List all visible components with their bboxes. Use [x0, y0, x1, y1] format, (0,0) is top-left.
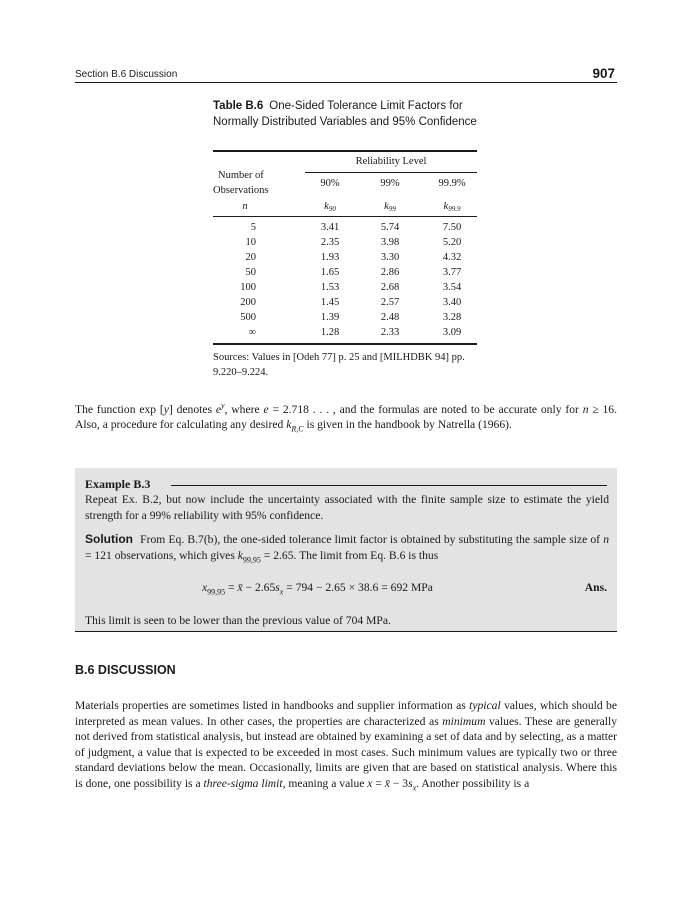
col-header-k99: k99 — [384, 201, 396, 213]
paragraph-discussion: Materials properties are sometimes listed in handbooks and supplier information as typical values, which should be interpreted as mean values. In other cases, the properties are characterized as minimum values. These are generally not derived from statistical analysis, but instead are obtained by examining a set of data and by selecting, as a matter of judgment, a value that is expected to be exceeded in most cases. Such minimum values are typically two or three standard deviations below the mean. Occasionally, limits are given that are based on statistical analysis. Where this is done, one possibility is a three-sigma limit, meaning a value x = x̄ − $3s_x$. Another possibility is a — [75, 699, 617, 792]
solution-label: Solution — [85, 532, 133, 546]
example-conclusion: This limit is seen to be lower than the previous value of 704 MPa. — [85, 614, 391, 627]
answer-label: Ans. — [584, 581, 607, 594]
example-equation: $x_{99,95}$ = x̄ − $2.65s_x = 794 - 2.65 \times 38.6 = 692$ MPa — [202, 581, 433, 597]
cell-k99: 3.30 — [380, 252, 400, 263]
cell-n: 20 — [245, 252, 256, 263]
group-header-rule — [305, 172, 477, 173]
table-top-rule — [213, 150, 477, 152]
cell-n: 5 — [250, 222, 256, 233]
paragraph-tolerance-note: The function exp [y] denotes $e^y$, where e = 2.718 . . . , and the formulas are noted to be accurate only for n ≥ 16. Also, a procedure for calculating any desired $k_{R,C}$ is given in the handbook by Natrella (1966). — [75, 401, 617, 434]
table-sources-note: Sources: Values in [Odeh 77] p. 25 and [MILHDBK 94] pp. 9.220–9.224. — [213, 352, 465, 378]
cell-n: 200 — [240, 297, 256, 308]
group-header-reliability: Reliability Level — [355, 156, 427, 167]
cell-n: ∞ — [248, 327, 256, 338]
cell-n: 10 — [245, 237, 256, 248]
cell-k90: 1.39 — [320, 312, 340, 323]
example-title-rule — [171, 485, 607, 486]
cell-k99: 2.33 — [380, 327, 400, 338]
col-header-observations: Observations — [213, 185, 269, 196]
section-heading-discussion: B.6 DISCUSSION — [75, 663, 176, 677]
cell-k90: 1.45 — [320, 297, 340, 308]
table-caption-text: One-Sided Tolerance Limit Factors for Normally Distributed Variables and 95% Confidence — [213, 100, 477, 128]
example-problem: Repeat Ex. B.2, but now include the uncertainty associated with the finite sample size to estimate the yield strength for a 99% reliability with 95% confidence. — [85, 493, 609, 522]
example-title: Example B.3 — [85, 477, 151, 491]
cell-k99: 3.98 — [380, 237, 400, 248]
cell-k99-9: 3.28 — [442, 312, 462, 323]
col-header-k99-9: k99.9 — [443, 201, 461, 213]
cell-k99: 2.86 — [380, 267, 400, 278]
table-label: Table B.6 — [213, 100, 264, 112]
col-header-99: 99% — [380, 178, 400, 189]
cell-k90: 1.93 — [320, 252, 340, 263]
col-header-99-9: 99.9% — [438, 178, 466, 189]
cell-k99-9: 3.40 — [442, 297, 462, 308]
cell-k99: 2.68 — [380, 282, 400, 293]
table-bottom-rule — [213, 343, 477, 345]
cell-k99: 2.57 — [380, 297, 400, 308]
col-header-k90: k90 — [324, 201, 336, 213]
table-header-rule — [213, 216, 477, 217]
cell-n: 50 — [245, 267, 256, 278]
cell-k99-9: 4.32 — [442, 252, 462, 263]
example-solution: Solution From Eq. B.7(b), the one-sided tolerance limit factor is obtained by substituting the sample size of n = 121 observations, which gives $k_{99,95} = 2.65$. The limit from Eq. B.6 is thus — [85, 532, 609, 564]
cell-k90: 1.53 — [320, 282, 340, 293]
cell-k90: 1.28 — [320, 327, 340, 338]
cell-k99-9: 3.54 — [442, 282, 462, 293]
col-header-90: 90% — [320, 178, 340, 189]
cell-k90: 2.35 — [320, 237, 340, 248]
table-caption — [213, 99, 488, 130]
header-section-title: Section B.6 Discussion — [75, 69, 178, 80]
example-equation-line — [85, 581, 607, 597]
cell-k99: 5.74 — [380, 222, 400, 233]
page-number: 907 — [592, 66, 615, 81]
col-header-number-of: Number of — [218, 170, 264, 181]
cell-k99-9: 7.50 — [442, 222, 462, 233]
cell-k99-9: 5.20 — [442, 237, 462, 248]
running-header — [75, 67, 617, 83]
col-header-n: n — [242, 201, 248, 212]
cell-n: 100 — [240, 282, 256, 293]
cell-k99: 2.48 — [380, 312, 400, 323]
cell-k99-9: 3.09 — [442, 327, 462, 338]
cell-k90: 1.65 — [320, 267, 340, 278]
example-box — [75, 468, 617, 632]
cell-k99-9: 3.77 — [442, 267, 462, 278]
cell-k90: 3.41 — [320, 222, 340, 233]
cell-n: 500 — [240, 312, 256, 323]
